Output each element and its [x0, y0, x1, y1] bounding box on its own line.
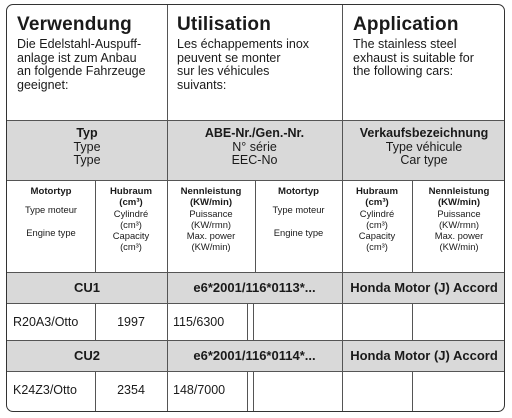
col-header-hubraum-2: Hubraum (cm³) Cylindré (cm³) Capacity (cm³)	[355, 186, 399, 252]
language-block-en	[353, 14, 503, 79]
group-car-cu1: Honda Motor (J) Accord	[350, 280, 498, 295]
abe-header-de: ABE-Nr./Gen.-Nr.	[204, 126, 305, 140]
text-verwendung: Die Edelstahl-Auspuff- anlage ist zum Anbau an folgende Fahrzeuge geeignet:	[17, 37, 146, 92]
abe-header	[167, 127, 342, 168]
text-utilisation: Les échappements inox peuvent se monter sur les véhicules suivants:	[177, 37, 310, 92]
col-header-motortyp-1: Motortyp Type moteur Engine type	[24, 186, 78, 238]
sales-header-de: Verkaufsbezeichnung	[359, 126, 489, 140]
group-type-cu1: CU1	[73, 280, 100, 295]
heading-verwendung: Verwendung	[17, 14, 132, 35]
language-block-de	[17, 14, 165, 92]
abe-header-en: EEC-No	[231, 153, 278, 167]
row-hubraum-cu2: 2354	[117, 383, 145, 397]
row-leistung-cu1: 115/6300	[173, 315, 225, 329]
heading-utilisation: Utilisation	[177, 14, 272, 35]
language-block-fr	[177, 14, 339, 92]
col-header-nennleistung-1: Nennleistung (KW/min) Puissance (KW/rmn) Max. power (KW/min)	[180, 186, 242, 252]
col-header-motortyp-2: Motortyp Type moteur Engine type	[272, 186, 325, 238]
heading-application: Application	[353, 14, 459, 35]
row-motor-cu2: K24Z3/Otto	[13, 383, 77, 397]
type-header-fr: Type	[73, 139, 101, 154]
group-car-cu2: Honda Motor (J) Accord	[350, 348, 498, 363]
row-leistung-cu2: 148/7000	[173, 383, 226, 397]
type-header-en: Type	[73, 153, 101, 167]
col-header-hubraum-1: Hubraum (cm³) Cylindré (cm³) Capacity (cm³)	[109, 186, 153, 252]
row-hubraum-cu1: 1997	[117, 315, 145, 329]
sales-header-fr: Type véhicule	[385, 139, 463, 154]
col-header-nennleistung-2: Nennleistung (KW/min) Puissance (KW/rmn) Max. power (KW/min)	[428, 186, 490, 252]
group-abe-cu2: e6*2001/116*0114*...	[193, 348, 316, 363]
text-application: The stainless steel exhaust is suitable for the following cars:	[353, 37, 474, 79]
type-header-de: Typ	[76, 126, 98, 140]
type-header	[7, 127, 167, 168]
sales-header	[342, 127, 505, 168]
row-motor-cu1: R20A3/Otto	[13, 315, 79, 329]
group-type-cu2: CU2	[73, 348, 100, 363]
vehicle-application-table	[6, 4, 505, 412]
group-abe-cu1: e6*2001/116*0113*...	[193, 280, 316, 295]
sales-header-en: Car type	[400, 153, 448, 167]
abe-header-fr: N° série	[232, 139, 277, 154]
